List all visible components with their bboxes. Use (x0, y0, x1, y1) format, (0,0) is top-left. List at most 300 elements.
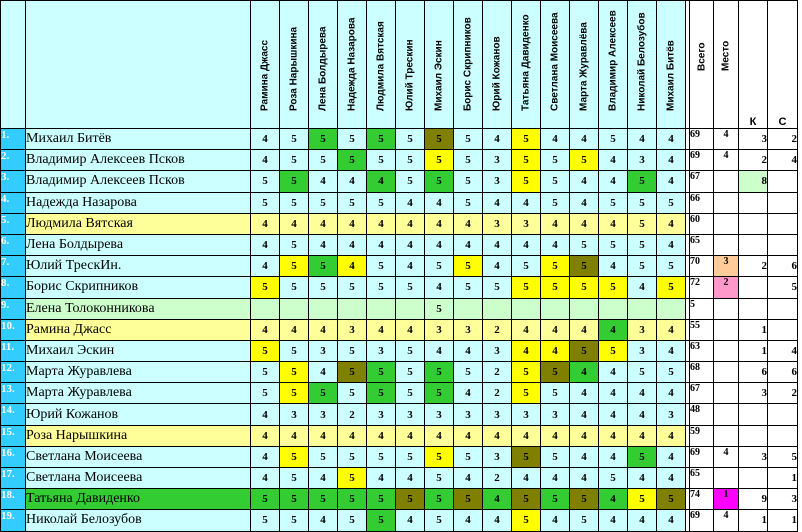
header-player-label: Людмила Вятская (375, 21, 387, 111)
score-cell: 5 (367, 489, 396, 510)
k-cell: 2 (739, 256, 768, 277)
score-cell: 5 (425, 510, 454, 531)
score-cell: 5 (367, 383, 396, 404)
score-cell: 3 (396, 404, 425, 425)
score-cell (599, 298, 628, 319)
table-row (1, 383, 798, 404)
score-cell: 3 (628, 319, 657, 340)
score-cell: 5 (425, 256, 454, 277)
score-cell: 4 (396, 468, 425, 489)
score-cell: 3 (628, 150, 657, 171)
row-number: 3. (1, 171, 26, 192)
header-place (714, 1, 739, 129)
score-cell: 4 (657, 171, 686, 192)
table-row (1, 468, 798, 489)
score-cell: 3 (483, 446, 512, 467)
row-number: 15. (1, 425, 26, 446)
score-cell: 4 (367, 213, 396, 234)
row-number: 13. (1, 383, 26, 404)
header-player (541, 1, 570, 129)
score-cell: 4 (251, 129, 280, 150)
score-cell: 5 (657, 277, 686, 298)
table-row (1, 277, 798, 298)
score-cell: 4 (367, 171, 396, 192)
score-cell: 5 (280, 171, 309, 192)
player-name: Надежда Назарова (26, 192, 251, 213)
score-cell: 5 (512, 510, 541, 531)
score-cell: 5 (280, 129, 309, 150)
score-cell: 4 (570, 213, 599, 234)
score-cell: 4 (512, 192, 541, 213)
place-cell: 1 (714, 489, 739, 510)
row-number: 6. (1, 234, 26, 255)
score-cell: 5 (628, 171, 657, 192)
score-cell: 5 (541, 171, 570, 192)
score-cell: 4 (599, 362, 628, 383)
c-cell: 2 (768, 129, 798, 150)
row-number: 18. (1, 489, 26, 510)
score-cell: 4 (367, 425, 396, 446)
score-cell: 4 (309, 425, 338, 446)
score-cell: 4 (396, 425, 425, 446)
k-cell: 2 (739, 150, 768, 171)
score-cell: 4 (657, 446, 686, 467)
score-cell: 4 (570, 446, 599, 467)
score-cell: 4 (367, 468, 396, 489)
header-player (396, 1, 425, 129)
header-player (309, 1, 338, 129)
score-cell: 5 (628, 489, 657, 510)
header-player-label: Рамина Джасс (259, 39, 271, 111)
score-cell: 4 (628, 510, 657, 531)
score-cell: 4 (338, 425, 367, 446)
score-cell: 5 (628, 446, 657, 467)
score-cell: 4 (251, 319, 280, 340)
c-cell: 5 (768, 446, 798, 467)
score-cell (454, 298, 483, 319)
score-cell: 5 (338, 192, 367, 213)
score-cell: 4 (338, 256, 367, 277)
score-cell: 5 (454, 489, 483, 510)
score-cell: 2 (338, 404, 367, 425)
score-cell: 5 (251, 383, 280, 404)
c-cell: 5 (768, 277, 798, 298)
score-cell: 4 (570, 383, 599, 404)
total-cell: 69 (690, 129, 714, 150)
score-cell: 4 (657, 150, 686, 171)
score-cell: 4 (367, 234, 396, 255)
score-cell: 5 (454, 256, 483, 277)
header-player-label: Михаил Битёв (665, 40, 677, 111)
score-cell: 5 (599, 340, 628, 361)
score-cell: 4 (657, 383, 686, 404)
score-cell: 4 (628, 383, 657, 404)
score-cell: 4 (657, 319, 686, 340)
header-player (657, 1, 686, 129)
score-cell (541, 298, 570, 319)
score-cell: 3 (483, 404, 512, 425)
header-player (512, 1, 541, 129)
c-cell (768, 213, 798, 234)
score-cell: 5 (367, 510, 396, 531)
score-cell: 4 (309, 234, 338, 255)
score-cell: 5 (309, 277, 338, 298)
table-row (1, 129, 798, 150)
place-cell (714, 362, 739, 383)
score-cell: 4 (541, 340, 570, 361)
place-cell (714, 319, 739, 340)
score-cell: 5 (512, 277, 541, 298)
score-cell: 4 (541, 468, 570, 489)
table-row (1, 425, 798, 446)
score-cell: 4 (425, 340, 454, 361)
score-cell (657, 298, 686, 319)
score-cell: 5 (367, 150, 396, 171)
total-cell: 69 (690, 510, 714, 531)
c-cell: 6 (768, 256, 798, 277)
score-cell: 3 (309, 404, 338, 425)
score-cell: 4 (570, 319, 599, 340)
score-cell: 5 (483, 277, 512, 298)
score-cell: 4 (396, 319, 425, 340)
score-cell: 5 (541, 383, 570, 404)
score-cell: 4 (309, 362, 338, 383)
table-row (1, 150, 798, 171)
score-cell: 5 (280, 277, 309, 298)
score-cell: 4 (570, 425, 599, 446)
score-cell: 4 (425, 234, 454, 255)
header-player-label: Юлий Трескин (404, 39, 416, 111)
score-cell: 3 (454, 319, 483, 340)
score-cell: 4 (512, 468, 541, 489)
score-cell: 4 (309, 171, 338, 192)
score-cell: 5 (396, 129, 425, 150)
score-cell: 4 (396, 213, 425, 234)
total-cell: 72 (690, 277, 714, 298)
score-cell: 4 (599, 383, 628, 404)
table-row (1, 213, 798, 234)
k-cell (739, 192, 768, 213)
player-name: Елена Толоконникова (26, 298, 251, 319)
header-row (1, 1, 798, 129)
score-cell: 4 (251, 150, 280, 171)
score-cell: 5 (280, 362, 309, 383)
score-cell: 4 (570, 362, 599, 383)
score-cell: 5 (280, 256, 309, 277)
score-cell: 3 (338, 319, 367, 340)
row-number: 9. (1, 298, 26, 319)
player-name: Рамина Джасс (26, 319, 251, 340)
score-cell: 3 (367, 340, 396, 361)
score-cell: 4 (251, 425, 280, 446)
score-cell: 5 (251, 362, 280, 383)
header-player (367, 1, 396, 129)
place-cell (714, 404, 739, 425)
score-cell: 3 (454, 404, 483, 425)
score-cell: 4 (570, 404, 599, 425)
header-player-label: Татьяна Давиденко (520, 14, 532, 111)
score-cell: 5 (338, 446, 367, 467)
score-cell: 5 (454, 446, 483, 467)
score-cell: 4 (483, 256, 512, 277)
score-cell: 4 (657, 234, 686, 255)
score-cell: 4 (512, 319, 541, 340)
score-cell: 5 (280, 150, 309, 171)
score-cell: 5 (570, 340, 599, 361)
place-cell (714, 468, 739, 489)
score-cell: 5 (541, 362, 570, 383)
header-player-label: Лена Болдырева (317, 26, 329, 111)
score-cell: 4 (251, 234, 280, 255)
header-player (599, 1, 628, 129)
player-name: Борис Скрипников (26, 277, 251, 298)
header-player-label: Надежда Назарова (346, 17, 358, 111)
score-cell: 4 (425, 192, 454, 213)
score-cell: 4 (396, 510, 425, 531)
score-cell: 4 (657, 468, 686, 489)
k-cell: 3 (739, 129, 768, 150)
total-cell: 65 (690, 468, 714, 489)
score-cell: 5 (251, 510, 280, 531)
place-cell (714, 234, 739, 255)
score-cell: 5 (396, 446, 425, 467)
score-cell: 4 (280, 425, 309, 446)
score-cell: 5 (338, 277, 367, 298)
score-cell (367, 298, 396, 319)
score-cell: 5 (280, 234, 309, 255)
row-number: 12. (1, 362, 26, 383)
table-row (1, 192, 798, 213)
score-cell: 5 (425, 446, 454, 467)
player-name: Марта Журавлева (26, 383, 251, 404)
score-cell: 5 (454, 362, 483, 383)
score-cell: 4 (541, 129, 570, 150)
score-cell (280, 298, 309, 319)
score-cell: 5 (367, 129, 396, 150)
c-cell: 6 (768, 362, 798, 383)
score-cell: 4 (512, 234, 541, 255)
score-cell: 4 (483, 129, 512, 150)
score-cell: 5 (512, 129, 541, 150)
header-player-label: Владимир Алексеев (607, 10, 619, 111)
score-cell: 5 (251, 171, 280, 192)
score-cell: 4 (570, 468, 599, 489)
score-cell: 4 (483, 425, 512, 446)
total-cell: 5 (690, 298, 714, 319)
total-cell: 70 (690, 256, 714, 277)
total-cell: 74 (690, 489, 714, 510)
score-cell (396, 298, 425, 319)
score-cell: 5 (657, 256, 686, 277)
header-corner-name (26, 1, 251, 129)
score-cell (512, 298, 541, 319)
score-cell: 3 (483, 340, 512, 361)
score-cell: 4 (251, 468, 280, 489)
score-cell: 4 (512, 425, 541, 446)
player-name: Николай Белозубов (26, 510, 251, 531)
c-cell: 4 (768, 150, 798, 171)
score-cell: 4 (599, 171, 628, 192)
table-row (1, 171, 798, 192)
score-cell (309, 298, 338, 319)
score-cell: 4 (483, 234, 512, 255)
place-cell: 4 (714, 510, 739, 531)
score-cell: 4 (628, 404, 657, 425)
score-cell: 4 (483, 510, 512, 531)
score-cell: 4 (657, 129, 686, 150)
score-cell: 4 (425, 425, 454, 446)
header-player (483, 1, 512, 129)
score-cell: 5 (425, 468, 454, 489)
place-cell (714, 192, 739, 213)
score-cell: 5 (599, 192, 628, 213)
score-cell: 5 (251, 277, 280, 298)
player-name: Владимир Алексеев Псков (26, 150, 251, 171)
score-cell: 3 (657, 404, 686, 425)
header-player (338, 1, 367, 129)
place-cell (714, 213, 739, 234)
row-number: 1. (1, 129, 26, 150)
score-cell: 5 (425, 129, 454, 150)
k-cell (739, 425, 768, 446)
place-cell (714, 171, 739, 192)
score-cell: 5 (657, 192, 686, 213)
score-cell: 4 (599, 446, 628, 467)
total-cell: 59 (690, 425, 714, 446)
header-player (425, 1, 454, 129)
k-cell: 6 (739, 362, 768, 383)
c-cell: 1 (768, 468, 798, 489)
score-cell: 5 (280, 383, 309, 404)
row-number: 16. (1, 446, 26, 467)
c-cell (768, 319, 798, 340)
row-number: 5. (1, 213, 26, 234)
k-cell: 3 (739, 383, 768, 404)
score-cell: 5 (425, 489, 454, 510)
score-cell: 4 (541, 510, 570, 531)
k-cell (739, 468, 768, 489)
score-cell: 4 (280, 213, 309, 234)
score-cell: 5 (512, 362, 541, 383)
k-cell (739, 277, 768, 298)
c-cell: 1 (768, 510, 798, 531)
place-cell: 4 (714, 150, 739, 171)
score-cell: 5 (628, 362, 657, 383)
header-c: С (768, 1, 798, 129)
table-row (1, 298, 798, 319)
score-cell: 5 (251, 192, 280, 213)
header-player (251, 1, 280, 129)
score-cell: 5 (280, 489, 309, 510)
score-cell: 5 (570, 234, 599, 255)
score-cell: 5 (599, 277, 628, 298)
player-name: Юлий ТрескИн. (26, 256, 251, 277)
table-row (1, 340, 798, 361)
score-cell: 5 (309, 192, 338, 213)
score-cell: 5 (512, 446, 541, 467)
score-cell (338, 298, 367, 319)
score-cell: 5 (454, 150, 483, 171)
score-cell: 3 (628, 340, 657, 361)
score-cell: 5 (541, 192, 570, 213)
score-cell: 5 (570, 489, 599, 510)
table-row (1, 319, 798, 340)
score-cell: 5 (657, 362, 686, 383)
player-name: Роза Нарышкина (26, 425, 251, 446)
k-cell: 3 (739, 446, 768, 467)
row-number: 7. (1, 256, 26, 277)
score-cell: 4 (251, 213, 280, 234)
total-cell: 55 (690, 319, 714, 340)
score-cell: 4 (454, 425, 483, 446)
score-cell: 4 (309, 213, 338, 234)
place-cell (714, 425, 739, 446)
score-cell: 5 (367, 192, 396, 213)
score-cell: 4 (599, 510, 628, 531)
score-cell: 4 (628, 277, 657, 298)
score-cell: 4 (338, 213, 367, 234)
total-cell: 68 (690, 362, 714, 383)
score-cell: 5 (280, 446, 309, 467)
header-player-label: Марта Журавлёва (578, 22, 590, 111)
score-cell: 5 (425, 171, 454, 192)
total-cell: 69 (690, 446, 714, 467)
row-number: 17. (1, 468, 26, 489)
score-cell: 4 (454, 468, 483, 489)
score-cell: 4 (454, 510, 483, 531)
score-cell: 4 (599, 319, 628, 340)
score-cell: 4 (628, 129, 657, 150)
score-cell: 4 (251, 404, 280, 425)
table-row (1, 234, 798, 255)
score-cell: 4 (541, 213, 570, 234)
place-cell (714, 340, 739, 361)
score-cell: 5 (657, 489, 686, 510)
player-name: Марта Журавлева (26, 362, 251, 383)
score-cell: 5 (599, 234, 628, 255)
k-cell: 1 (739, 340, 768, 361)
score-cell (483, 298, 512, 319)
score-cell (628, 298, 657, 319)
score-cell: 5 (512, 489, 541, 510)
table-row (1, 362, 798, 383)
score-cell: 3 (367, 404, 396, 425)
score-cell: 5 (338, 383, 367, 404)
score-cell: 4 (396, 192, 425, 213)
place-cell: 4 (714, 129, 739, 150)
score-cell: 5 (628, 234, 657, 255)
score-cell: 4 (657, 213, 686, 234)
score-cell: 4 (599, 489, 628, 510)
score-cell: 4 (599, 256, 628, 277)
header-player (628, 1, 657, 129)
header-player (280, 1, 309, 129)
score-cell: 4 (599, 150, 628, 171)
score-cell: 4 (628, 468, 657, 489)
k-cell: 1 (739, 510, 768, 531)
row-number: 8. (1, 277, 26, 298)
header-total-label: Всего (696, 42, 707, 71)
score-cell: 4 (454, 340, 483, 361)
c-cell: 3 (768, 489, 798, 510)
score-cell: 4 (599, 404, 628, 425)
header-player-label: Юрий Кожанов (491, 36, 503, 111)
player-name: Михаил Битёв (26, 129, 251, 150)
score-cell: 3 (309, 340, 338, 361)
score-cell: 5 (367, 256, 396, 277)
score-cell: 5 (570, 510, 599, 531)
score-cell: 5 (338, 510, 367, 531)
